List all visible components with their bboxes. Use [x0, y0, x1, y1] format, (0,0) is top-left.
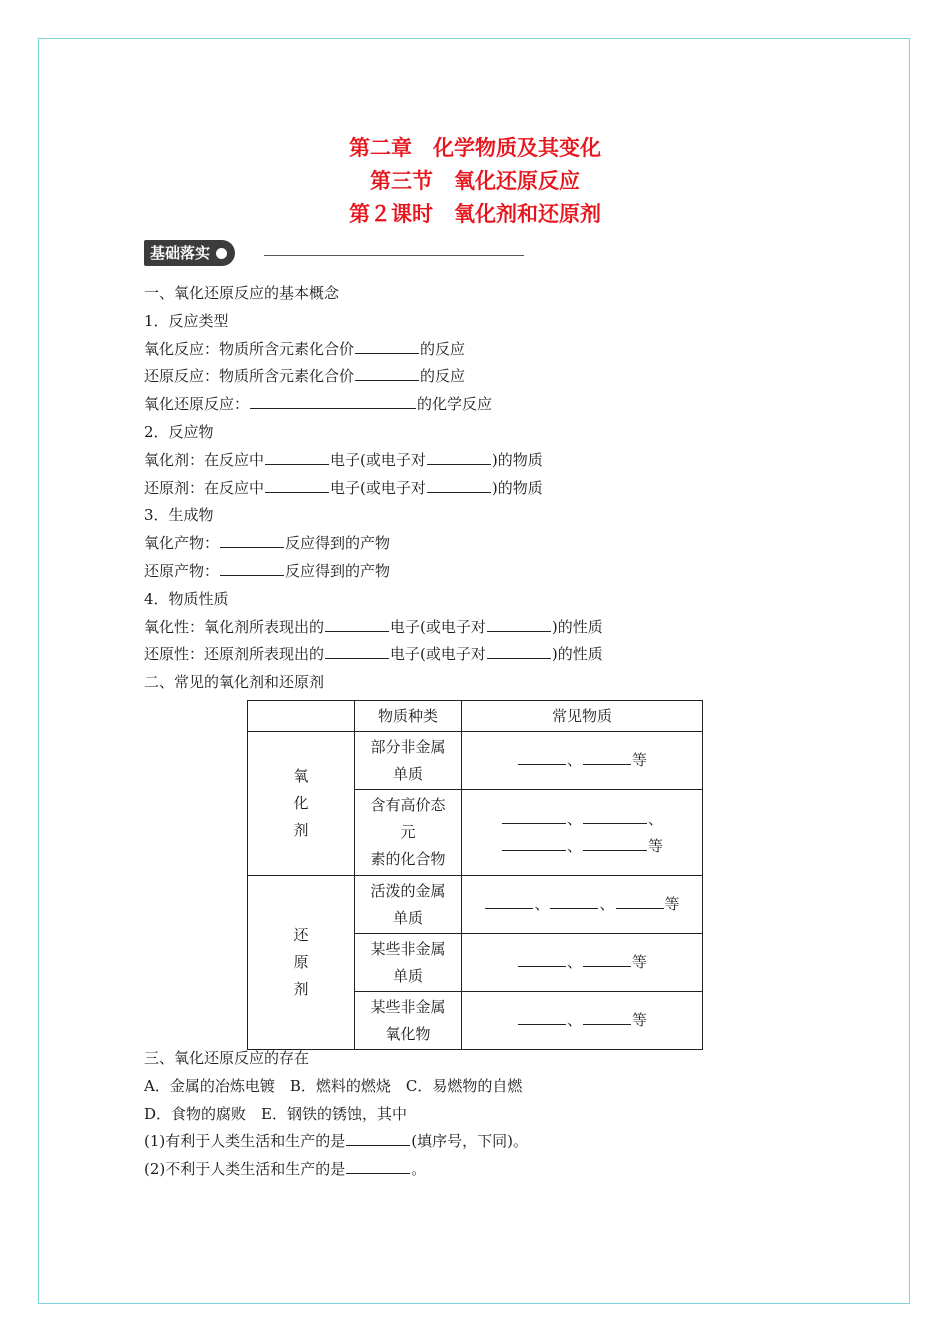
- answer-blank[interactable]: [502, 806, 566, 824]
- answer-blank[interactable]: [325, 641, 389, 659]
- part-three: [144, 1045, 528, 1184]
- answer-blank[interactable]: [427, 447, 491, 465]
- text: 还原性：还原剂所表现出的: [144, 645, 325, 664]
- reductant-group-cell: [248, 876, 355, 1050]
- text: 还原剂：在反应中: [144, 478, 265, 497]
- text: 、: [566, 751, 582, 769]
- subheading: 4．物质性质: [144, 589, 229, 608]
- answer-cell: [462, 790, 703, 876]
- text: 的反应: [420, 339, 466, 358]
- answer-blank[interactable]: [250, 391, 416, 409]
- text: 含有高价态: [370, 796, 446, 814]
- text: 、: [566, 836, 582, 855]
- answer-blank[interactable]: [487, 641, 551, 659]
- text: 的化学反应: [417, 395, 493, 414]
- answer-cell: [462, 732, 703, 790]
- question-1: [144, 1128, 528, 1156]
- part-one: [144, 280, 844, 697]
- text: 活泼的金属: [370, 881, 446, 900]
- answer-blank[interactable]: [616, 891, 664, 909]
- subheading: 3．生成物: [144, 506, 214, 525]
- header-cell: 物质种类: [355, 701, 462, 732]
- oxidant-line: [144, 447, 844, 475]
- text: 氧化还原反应：: [144, 395, 250, 414]
- banner-label: 基础落实: [150, 244, 211, 262]
- options-line: D．食物的腐败 E．钢铁的锈蚀，其中: [144, 1104, 407, 1123]
- text: 单质: [392, 764, 423, 783]
- text: 电子(或电子对: [390, 617, 486, 636]
- text: 电子(或电子对: [330, 450, 426, 469]
- text: 等: [664, 895, 680, 913]
- category-cell: [355, 934, 462, 992]
- text: )的性质: [551, 617, 603, 636]
- text: 反应得到的产物: [285, 561, 391, 580]
- label-char: 原: [293, 953, 309, 971]
- answer-blank[interactable]: [518, 949, 566, 967]
- reductant-line: [144, 475, 844, 503]
- text: )的物质: [491, 450, 543, 469]
- header-cell: 常见物质: [462, 701, 703, 732]
- answer-blank[interactable]: [583, 949, 631, 967]
- oxidant-group-cell: [248, 732, 355, 876]
- text: 氧化性：氧化剂所表现出的: [144, 617, 325, 636]
- text: 、: [566, 953, 582, 971]
- text: (填序号，下同)。: [411, 1132, 528, 1151]
- answer-blank[interactable]: [583, 806, 647, 824]
- label-char: 还: [293, 926, 309, 944]
- text: 某些非金属: [370, 997, 446, 1016]
- part2-heading: 二、常见的氧化剂和还原剂: [144, 673, 325, 692]
- oxidation-line: [144, 336, 844, 364]
- agents-table: [247, 700, 703, 1050]
- text: 反应得到的产物: [285, 534, 391, 553]
- text: 电子(或电子对: [330, 478, 426, 497]
- category-cell: [355, 790, 462, 876]
- answer-blank[interactable]: [427, 475, 491, 493]
- label-char: 氧: [293, 767, 309, 785]
- answer-cell: [462, 934, 703, 992]
- text: 素的化合物: [370, 850, 446, 868]
- text: 单质: [392, 966, 423, 985]
- text: 。: [411, 1160, 427, 1179]
- answer-blank[interactable]: [220, 558, 284, 576]
- part3-heading: 三、氧化还原反应的存在: [144, 1049, 310, 1067]
- category-cell: [355, 732, 462, 790]
- text: 、: [599, 895, 615, 913]
- text: 电子(或电子对: [390, 645, 486, 664]
- text: (1)有利于人类生活和生产的是: [144, 1132, 346, 1151]
- text: 氧化反应：物质所含元素化合价: [144, 339, 355, 358]
- redprod-line: [144, 558, 844, 586]
- answer-blank[interactable]: [346, 1156, 410, 1174]
- category-cell: [355, 992, 462, 1050]
- dot-icon: [216, 248, 227, 259]
- part1-heading: 一、氧化还原反应的基本概念: [144, 284, 340, 302]
- text: 的反应: [420, 367, 466, 386]
- options-line: A．金属的冶炼电镀 B．燃料的燃烧 C．易燃物的自燃: [144, 1076, 523, 1095]
- text: 等: [632, 1011, 648, 1029]
- answer-cell: [462, 992, 703, 1050]
- banner-tag: [144, 240, 235, 266]
- text: 、: [566, 809, 582, 828]
- text: )的性质: [551, 645, 603, 664]
- text: 元: [400, 823, 416, 841]
- answer-blank[interactable]: [487, 614, 551, 632]
- text: 等: [648, 836, 664, 855]
- text: 、: [648, 809, 664, 828]
- text: 氧化物: [385, 1024, 431, 1043]
- answer-blank[interactable]: [550, 891, 598, 909]
- answer-blank[interactable]: [583, 747, 631, 765]
- lesson-title: 第２课时 氧化剂和还原剂: [349, 202, 601, 226]
- label-char: 剂: [293, 980, 309, 998]
- text: 单质: [392, 908, 423, 927]
- label-char: 剂: [293, 821, 309, 839]
- answer-blank[interactable]: [265, 475, 329, 493]
- subheading: 1．反应类型: [144, 311, 229, 330]
- reduction-line: [144, 363, 844, 391]
- chapter-title: 第二章 化学物质及其变化: [349, 136, 601, 160]
- text: 还原产物：: [144, 561, 220, 580]
- text: 某些非金属: [370, 939, 446, 958]
- text: 、: [566, 1011, 582, 1029]
- answer-blank[interactable]: [346, 1128, 410, 1146]
- redprop-line: [144, 641, 844, 669]
- subheading: 2．反应物: [144, 422, 214, 441]
- answer-blank[interactable]: [583, 833, 647, 851]
- text: 还原反应：物质所含元素化合价: [144, 367, 355, 386]
- text: 氧化产物：: [144, 534, 220, 553]
- answer-blank[interactable]: [355, 336, 419, 354]
- redox-line: [144, 391, 844, 419]
- answer-blank[interactable]: [518, 1007, 566, 1025]
- answer-blank[interactable]: [583, 1007, 631, 1025]
- section-title: 第三节 氧化还原反应: [370, 169, 580, 193]
- answer-blank[interactable]: [518, 747, 566, 765]
- oxprop-line: [144, 614, 844, 642]
- corner-cell: [248, 701, 355, 732]
- text: 、: [534, 895, 550, 913]
- answer-blank[interactable]: [220, 530, 284, 548]
- banner-rule: [264, 255, 524, 256]
- category-cell: [355, 876, 462, 934]
- text: )的物质: [491, 478, 543, 497]
- answer-blank[interactable]: [325, 614, 389, 632]
- answer-blank[interactable]: [265, 447, 329, 465]
- answer-cell: [462, 876, 703, 934]
- question-2: [144, 1156, 528, 1184]
- section-banner: [144, 240, 235, 266]
- text: 氧化剂：在反应中: [144, 450, 265, 469]
- label-char: 化: [293, 794, 309, 812]
- text: 部分非金属: [370, 737, 446, 756]
- text: (2)不利于人类生活和生产的是: [144, 1160, 346, 1179]
- title-block: [0, 132, 950, 231]
- answer-blank[interactable]: [355, 363, 419, 381]
- text: 等: [632, 751, 648, 769]
- oxprod-line: [144, 530, 844, 558]
- text: 等: [632, 953, 648, 971]
- answer-blank[interactable]: [502, 833, 566, 851]
- answer-blank[interactable]: [485, 891, 533, 909]
